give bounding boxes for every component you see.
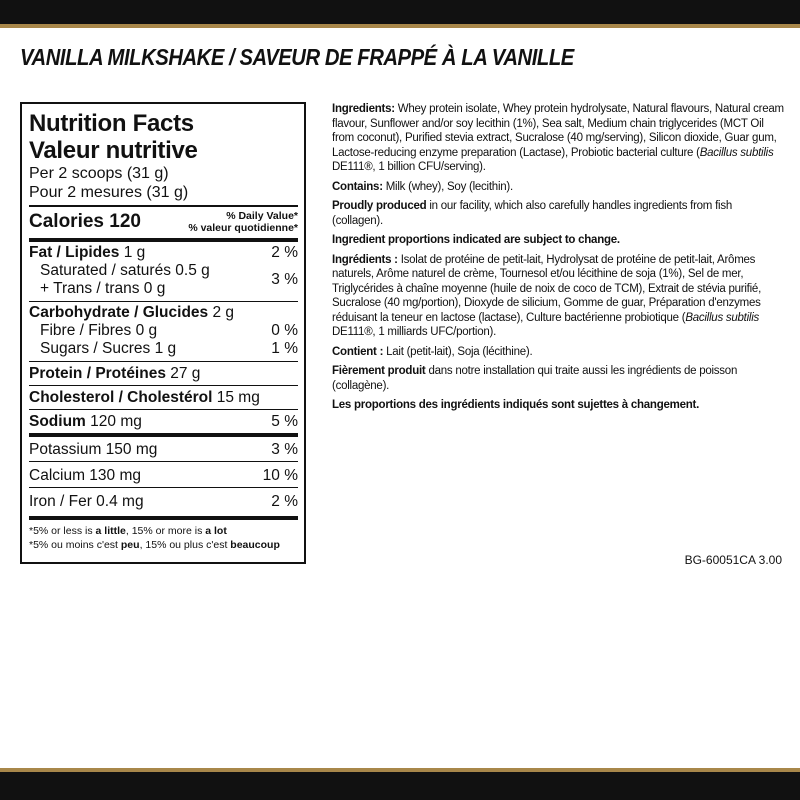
contains-en-text: Milk (whey), Soy (lecithin).	[382, 180, 513, 193]
product-code: BG-60051CA 3.00	[684, 553, 782, 567]
fibre-dv: 0 %	[271, 322, 298, 339]
cholesterol-amount: 15 mg	[212, 389, 260, 406]
carbohydrate-block	[29, 302, 298, 361]
contient-text: Lait (petit-lait), Soja (lécithine).	[383, 345, 533, 358]
contains-en-label: Contains:	[332, 180, 383, 193]
ingredients-column	[332, 102, 784, 418]
ingredients-en	[332, 102, 784, 175]
fierement-produit	[332, 364, 784, 393]
fibre-label: Fibre / Fibres 0 g	[40, 322, 158, 339]
cholesterol-row	[29, 386, 298, 409]
nutrition-facts-panel	[20, 102, 306, 564]
saturated-row: Saturated / saturés 0.5 g	[40, 262, 210, 279]
footnote-fr-bold: beaucoup	[230, 539, 280, 551]
fibre-row	[29, 322, 298, 340]
dv-header-en: % Daily Value*	[226, 210, 298, 222]
ingredients-fr-text: Isolat de protéine de petit-lait, Hydrolysat de protéine de petit-lait, Arômes naturels, Arôme naturel de crème, Tournesol et/ou lécithine de soja (1%), Sel de mer, Triglycérides à chaîne moyenne (huile de noix de coco de TCM), Extrait de stévia purifié, Sucralose (40 mg/portion), Dioxyde de silicium, Gomme de guar, Préparation d'enzymes réduisant la teneur en lactose (lactase), Culture bactérienne probiotique (	[332, 253, 762, 324]
footnote	[29, 520, 298, 552]
trans-row: + Trans / trans 0 g	[40, 280, 166, 297]
proudly-label: Proudly produced	[332, 200, 427, 212]
sodium-amount: 120 mg	[85, 413, 142, 430]
sugars-dv: 1 %	[271, 340, 298, 357]
footnote-fr-text: , 15% ou plus c'est	[139, 539, 231, 551]
carb-label: Carbohydrate / Glucides	[29, 304, 209, 321]
cholesterol-label: Cholesterol / Cholestérol	[29, 389, 213, 406]
footnote-en-text: *5% or less is	[29, 525, 96, 537]
nutrition-title-en: Nutrition Facts	[29, 110, 194, 137]
ingredients-fr-label: Ingrédients :	[332, 253, 398, 266]
sodium-dv: 5 %	[271, 413, 298, 430]
carb-amount: 2 g	[208, 304, 235, 321]
ingredients-en-text: Whey protein isolate, Whey protein hydrolysate, Natural flavours, Natural cream flavour, Sunflower and/or soy lecithin (1%), Sea salt, Medium chain triglycerides (MCT Oil from coconut), Purified stevia extract, Sucralose (40 mg/serving), Silicon dioxide, Guar gum, Lactose-reducing enzyme preparation (Lactase), Probiotic bacterial culture (	[332, 103, 784, 159]
footnote-fr	[29, 538, 298, 552]
fat-amount: 1 g	[119, 244, 146, 261]
proudly-text: in our facility, which also carefully handles ingredients from fish (collagen).	[332, 200, 732, 227]
fierement-text: dans notre installation qui traite aussi les ingrédients de poisson (collagène).	[332, 365, 738, 392]
protein-amount: 27 g	[165, 365, 201, 382]
fat-row	[29, 244, 210, 262]
fat-dv: 2 %	[271, 244, 298, 261]
change-notice-en: Ingredient proportions indicated are subject to change.	[332, 234, 620, 246]
ingredients-en-text: DE111®, 1 billion CFU/serving).	[332, 161, 486, 173]
iron-dv: 2 %	[271, 493, 298, 510]
nutrition-title-fr: Valeur nutritive	[29, 137, 198, 164]
serving-size-en: Per 2 scoops (31 g)	[29, 165, 169, 182]
footnote-en-text: , 15% or more is	[125, 525, 206, 537]
protein-label: Protein / Protéines	[29, 365, 166, 382]
footnote-en-bold: a lot	[205, 525, 227, 537]
sat-trans-dv: 3 %	[271, 271, 298, 288]
iron-row	[29, 488, 298, 513]
footnote-fr-text: *5% ou moins c'est	[29, 539, 121, 551]
sugars-row	[29, 340, 298, 358]
ingredients-fr-text: DE111®, 1 milliards UFC/portion).	[332, 326, 497, 338]
footnote-fr-bold: peu	[120, 539, 140, 551]
sugars-label: Sugars / Sucres 1 g	[40, 340, 177, 357]
proudly-produced	[332, 199, 784, 228]
calories-row	[29, 207, 298, 236]
calcium-label: Calcium 130 mg	[29, 467, 141, 484]
sodium-label: Sodium	[29, 413, 86, 430]
ingredients-en-italic: Bacillus subtilis	[699, 146, 774, 159]
daily-value-header	[188, 210, 298, 234]
protein-row	[29, 362, 298, 385]
potassium-row	[29, 437, 298, 461]
potassium-dv: 3 %	[271, 441, 298, 458]
ingredients-fr	[332, 253, 784, 340]
product-title: VANILLA MILKSHAKE / SAVEUR DE FRAPPÉ À LA VANILLE	[20, 44, 574, 70]
top-gold-stripe	[0, 24, 800, 28]
calories-label: Calories 120	[29, 211, 141, 232]
top-black-band	[0, 0, 800, 24]
iron-label: Iron / Fer 0.4 mg	[29, 493, 144, 510]
contient-label: Contient :	[332, 345, 384, 358]
dv-header-fr: % valeur quotidienne*	[188, 222, 298, 234]
calcium-row	[29, 462, 298, 487]
bottom-black-band	[0, 772, 800, 800]
fat-label: Fat / Lipides	[29, 244, 120, 261]
carb-row	[29, 304, 298, 322]
ingredients-fr-italic: Bacillus subtilis	[685, 311, 760, 324]
contient-fr	[332, 345, 784, 360]
serving-size-fr: Pour 2 mesures (31 g)	[29, 184, 189, 201]
footnote-en	[29, 524, 298, 538]
sodium-row	[29, 410, 298, 433]
calcium-dv: 10 %	[262, 467, 298, 484]
fierement-label: Fièrement produit	[332, 365, 426, 377]
potassium-label: Potassium 150 mg	[29, 441, 158, 458]
change-notice-fr: Les proportions des ingrédients indiqués sont sujettes à changement.	[332, 399, 700, 411]
ingredients-en-label: Ingredients:	[332, 103, 395, 115]
contains-en	[332, 180, 784, 195]
footnote-en-bold: a little	[95, 525, 126, 537]
fat-block	[29, 242, 298, 298]
